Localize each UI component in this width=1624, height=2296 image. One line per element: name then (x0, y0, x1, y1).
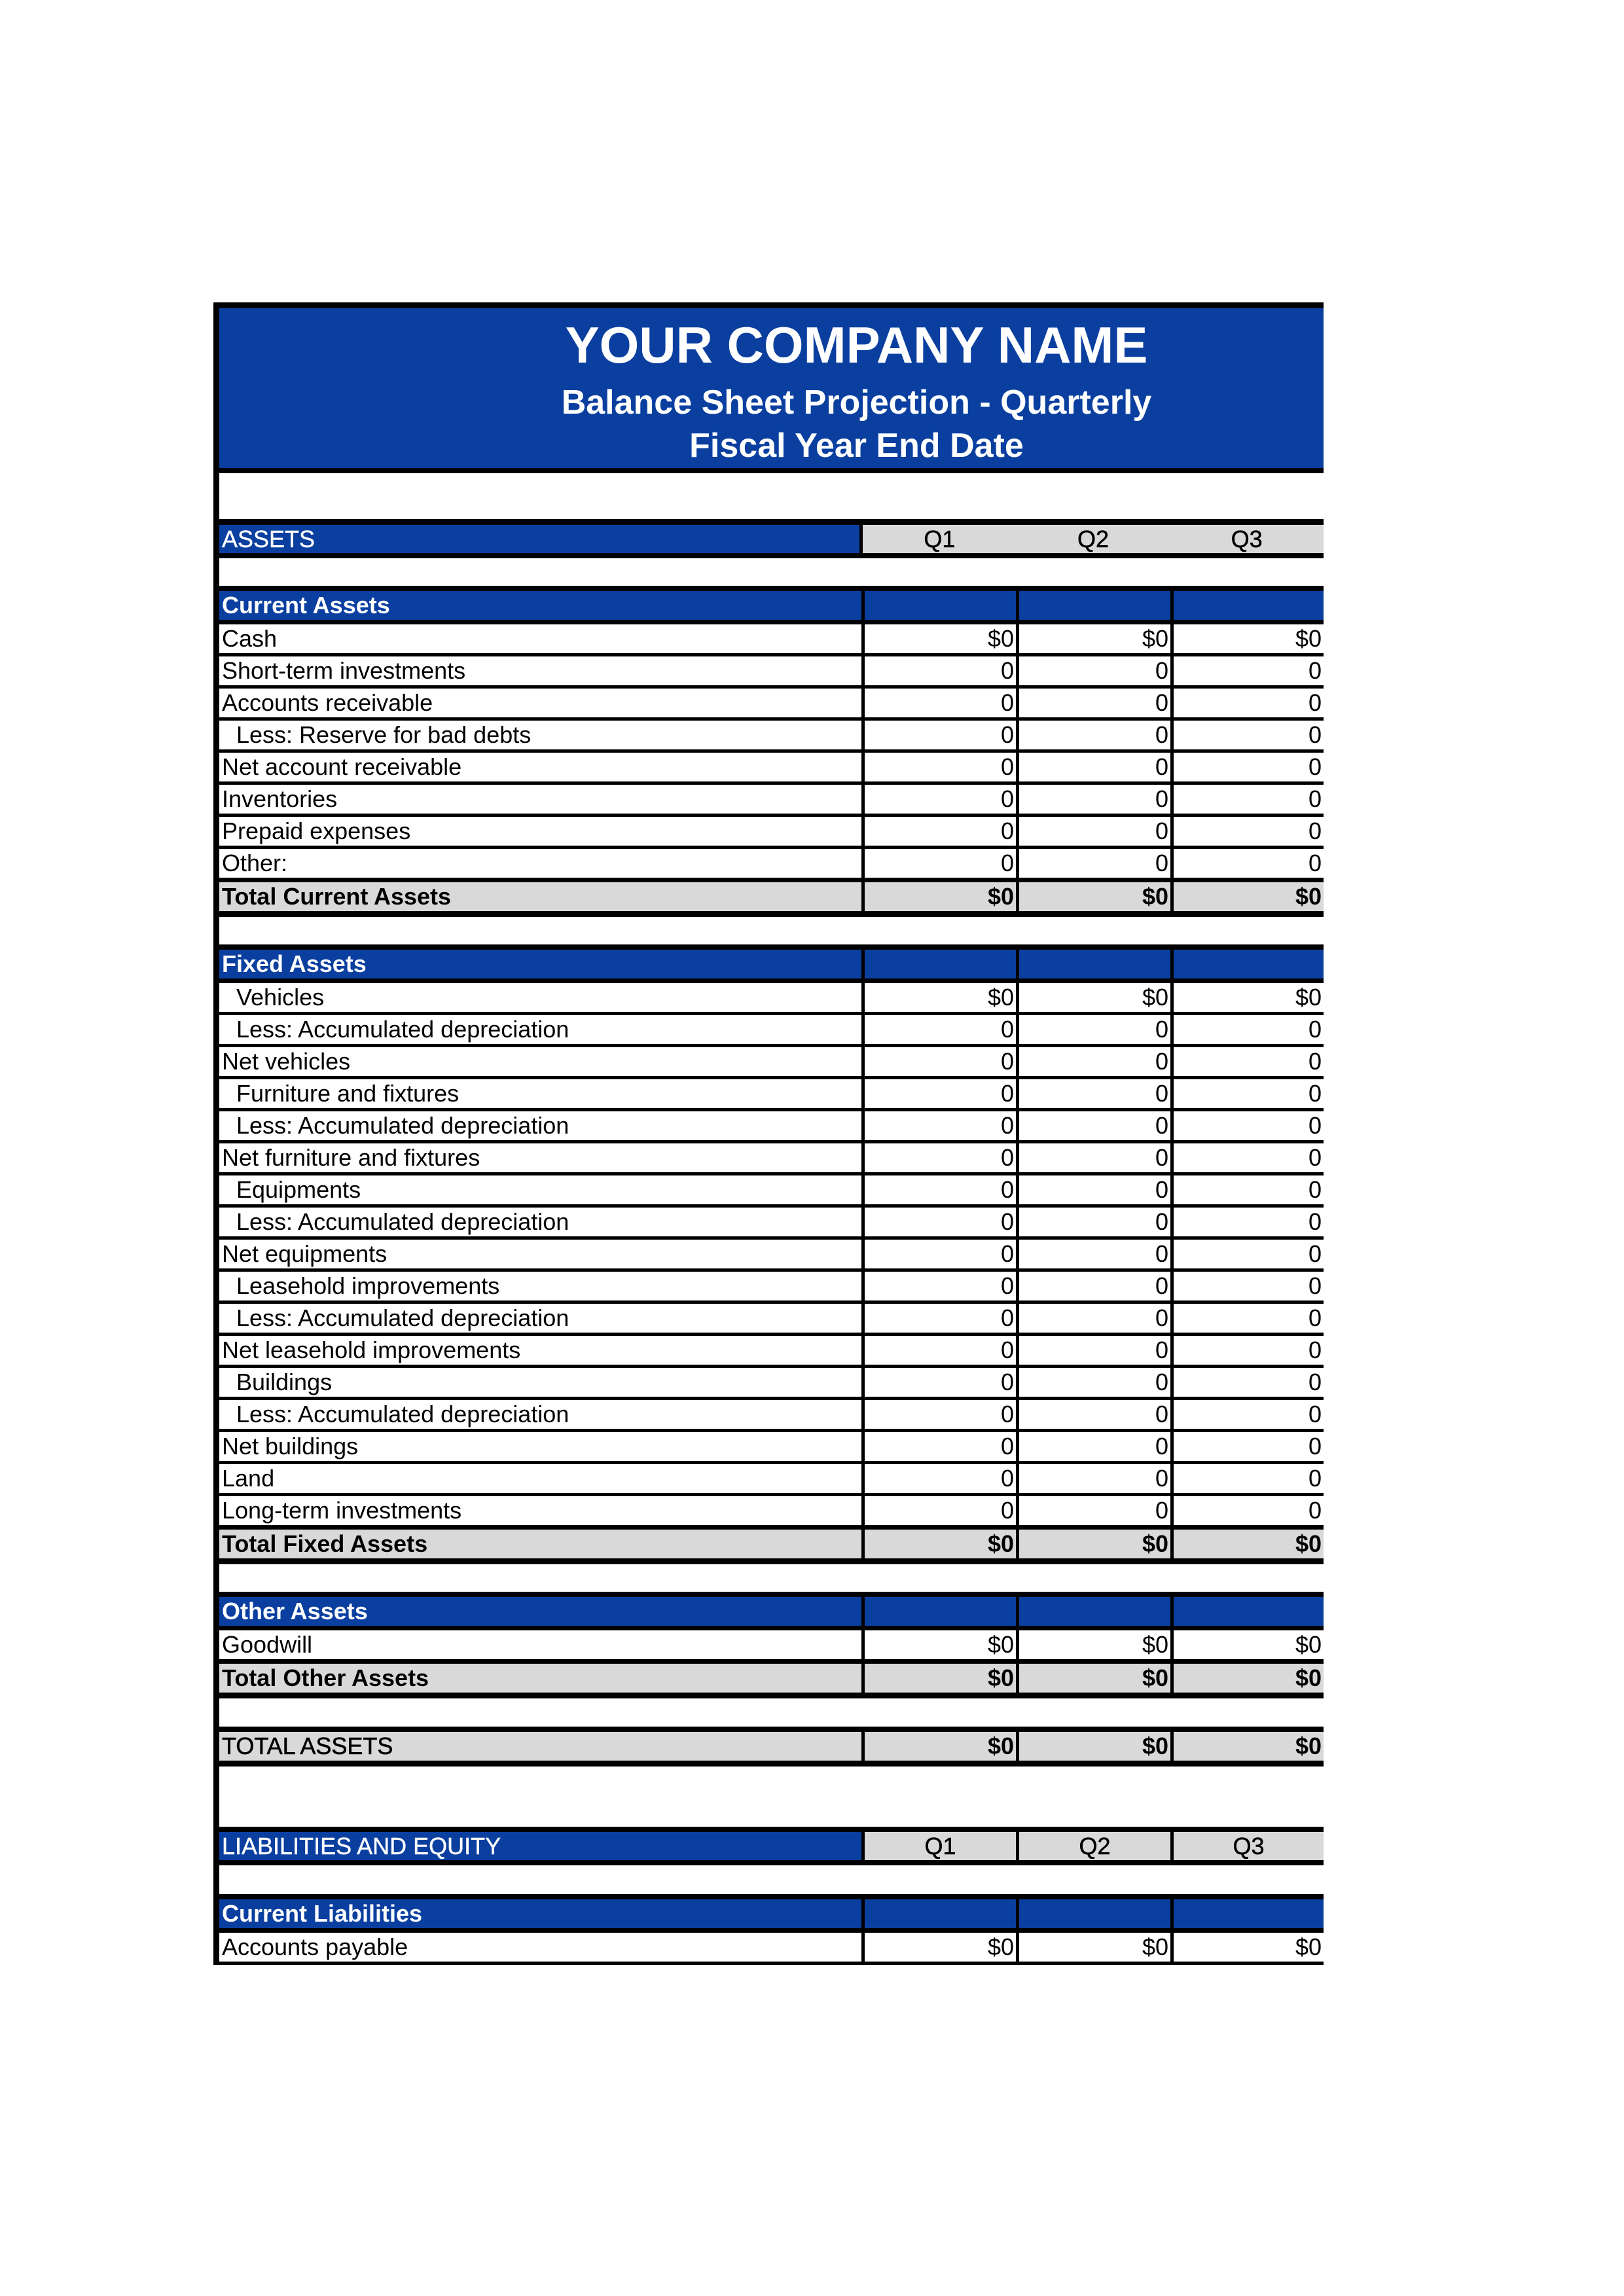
table-row-q3[interactable]: 0 (1174, 1143, 1324, 1172)
title-banner (213, 308, 1324, 468)
company-name[interactable]: YOUR COMPANY NAME (565, 316, 1148, 374)
border (213, 586, 1324, 591)
table-row-q3[interactable]: 0 (1174, 1400, 1324, 1429)
table-row-q3[interactable]: 0 (1174, 1304, 1324, 1333)
table-row-q1[interactable]: 0 (865, 1432, 1016, 1461)
border (213, 468, 1324, 473)
border (213, 878, 1324, 882)
table-row-q2[interactable]: $0 (1019, 983, 1170, 1012)
table-row-q1[interactable]: 0 (865, 1047, 1016, 1076)
column-header-q2: Q2 (1019, 1832, 1170, 1860)
table-row-q3[interactable]: 0 (1174, 1111, 1324, 1140)
assets-title: ASSETS (213, 525, 859, 553)
assets-header-row (213, 525, 1324, 553)
table-row-q2[interactable]: 0 (1019, 1272, 1170, 1300)
spacer (213, 1767, 1324, 1827)
spacer (213, 1865, 1324, 1894)
column-header-q1: Q1 (865, 1832, 1016, 1860)
other-assets-total-row-q3[interactable]: $0 (1174, 1664, 1324, 1693)
table-row-label: Vehicles (213, 983, 861, 1012)
table-row-q3[interactable]: 0 (1174, 785, 1324, 814)
table-row-label: Land (213, 1464, 861, 1493)
table-row-q2[interactable]: 0 (1019, 1304, 1170, 1333)
border (213, 1727, 1324, 1732)
current-liabilities-header-q1 (865, 1899, 1016, 1928)
table-row-q3[interactable]: 0 (1174, 1368, 1324, 1397)
border (213, 1894, 1324, 1899)
table-row (213, 849, 1324, 878)
table-row-label: Accounts receivable (213, 689, 861, 717)
table-row (213, 1143, 1324, 1172)
table-row-label: Less: Accumulated depreciation (213, 1400, 861, 1429)
fixed-assets-total-row-label: Total Fixed Assets (213, 1530, 861, 1558)
table-row (213, 1111, 1324, 1140)
border (213, 519, 1324, 525)
spacer (213, 558, 1324, 586)
table-row-q3[interactable]: 0 (1174, 1336, 1324, 1365)
border (213, 302, 1324, 308)
border (213, 1592, 1324, 1597)
table-row-q2[interactable]: $0 (1019, 1933, 1170, 1962)
table-row-q1[interactable]: $0 (865, 1933, 1016, 1962)
table-row (213, 1208, 1324, 1236)
table-row-q3[interactable]: $0 (1174, 624, 1324, 653)
table-row-q2[interactable]: 0 (1019, 1400, 1170, 1429)
table-row-q1[interactable]: 0 (865, 753, 1016, 781)
table-row-label: Net equipments (213, 1240, 861, 1268)
table-row (213, 656, 1324, 685)
table-row-q3[interactable]: 0 (1174, 1240, 1324, 1268)
table-row-label: Buildings (213, 1368, 861, 1397)
other-assets-header-q1 (865, 1597, 1016, 1626)
table-row (213, 1368, 1324, 1397)
spacer (213, 917, 1324, 944)
table-row-label: Furniture and fixtures (213, 1079, 861, 1108)
table-row-label: Prepaid expenses (213, 817, 861, 846)
table-row-q3[interactable]: 0 (1174, 1047, 1324, 1076)
table-row-label: Net furniture and fixtures (213, 1143, 861, 1172)
table-row-q1[interactable]: 0 (865, 1079, 1016, 1108)
sheet-subtitle: Balance Sheet Projection - Quarterly (561, 384, 1152, 422)
current-assets-header-q2 (1019, 591, 1170, 620)
table-row-q2[interactable]: 0 (1019, 1368, 1170, 1397)
liabilities-title: LIABILITIES AND EQUITY (213, 1832, 861, 1860)
current-assets-total-row-q2[interactable]: $0 (1019, 882, 1170, 911)
table-row-q1[interactable]: 0 (865, 849, 1016, 878)
current-assets-total-row-q1[interactable]: $0 (865, 882, 1016, 911)
fixed-assets-total-row-q3[interactable]: $0 (1174, 1530, 1324, 1558)
table-row (213, 689, 1324, 717)
table-row-label: Inventories (213, 785, 861, 814)
table-row-label: Less: Accumulated depreciation (213, 1208, 861, 1236)
column-header-q3: Q3 (1231, 526, 1263, 552)
table-row-label: Net vehicles (213, 1047, 861, 1076)
quarter-headers (863, 525, 1324, 553)
fixed-assets-section (213, 950, 1324, 1564)
total-assets-q2[interactable]: $0 (1019, 1732, 1170, 1761)
table-row-q2[interactable]: $0 (1019, 1630, 1170, 1659)
table-row (213, 1175, 1324, 1204)
current-assets-total-row (213, 882, 1324, 911)
table-row-q2[interactable]: 0 (1019, 1464, 1170, 1493)
column-header-q3: Q3 (1174, 1832, 1324, 1860)
table-row-label: Less: Accumulated depreciation (213, 1015, 861, 1044)
table-row-label: Other: (213, 849, 861, 878)
table-row-q2[interactable]: 0 (1019, 1208, 1170, 1236)
table-row-q3[interactable]: 0 (1174, 689, 1324, 717)
table-row-q3[interactable]: 0 (1174, 849, 1324, 878)
other-assets-title: Other Assets (213, 1597, 861, 1626)
other-assets-header (213, 1597, 1324, 1626)
table-row-q3[interactable]: 0 (1174, 817, 1324, 846)
column-header-q2: Q2 (1077, 526, 1110, 552)
other-assets-total-row-q1[interactable]: $0 (865, 1664, 1016, 1693)
current-assets-title: Current Assets (213, 591, 861, 620)
table-row-label: Net leasehold improvements (213, 1336, 861, 1365)
table-row (213, 721, 1324, 749)
border (213, 944, 1324, 950)
column-header-q1: Q1 (924, 526, 956, 552)
spacer (213, 473, 1324, 519)
table-row-q3[interactable]: 0 (1174, 1079, 1324, 1108)
table-row (213, 1079, 1324, 1108)
table-row-q2[interactable]: 0 (1019, 1496, 1170, 1525)
current-assets-total-row-label: Total Current Assets (213, 882, 861, 911)
current-assets-total-row-q3[interactable]: $0 (1174, 882, 1324, 911)
table-row-q1[interactable]: 0 (865, 1175, 1016, 1204)
current-assets-header (213, 591, 1324, 620)
table-row (213, 1432, 1324, 1461)
table-row (213, 1336, 1324, 1365)
other-assets-total-row-q2[interactable]: $0 (1019, 1664, 1170, 1693)
border (213, 1860, 1324, 1865)
table-row-q3[interactable]: 0 (1174, 1208, 1324, 1236)
table-row-label: Net account receivable (213, 753, 861, 781)
spacer (213, 1698, 1324, 1727)
fixed-assets-header-q3 (1174, 950, 1324, 978)
border (213, 553, 1324, 558)
border (213, 978, 1324, 983)
table-row-q2[interactable]: 0 (1019, 849, 1170, 878)
other-assets-header-q3 (1174, 1597, 1324, 1626)
liabilities-header-row (213, 1832, 1324, 1860)
table-row-q3[interactable]: 0 (1174, 1175, 1324, 1204)
table-row-q1[interactable]: 0 (865, 817, 1016, 846)
table-row-q1[interactable]: $0 (865, 1630, 1016, 1659)
fixed-assets-total-row (213, 1530, 1324, 1558)
current-liabilities-section (213, 1899, 1324, 1965)
other-assets-section (213, 1597, 1324, 1698)
table-row (213, 1015, 1324, 1044)
table-row-label: Net buildings (213, 1432, 861, 1461)
table-row (213, 1304, 1324, 1333)
fixed-assets-total-row-q1[interactable]: $0 (865, 1530, 1016, 1558)
table-row (213, 624, 1324, 653)
fixed-assets-title: Fixed Assets (213, 950, 861, 978)
total-assets-label: TOTAL ASSETS (213, 1732, 861, 1761)
table-row-q2[interactable]: 0 (1019, 1079, 1170, 1108)
table-row-q1[interactable]: 0 (865, 689, 1016, 717)
border (213, 1761, 1324, 1767)
current-liabilities-header-q3 (1174, 1899, 1324, 1928)
table-row-label: Equipments (213, 1175, 861, 1204)
fiscal-date[interactable]: Fiscal Year End Date (689, 427, 1024, 465)
border (213, 1928, 1324, 1933)
table-row-q3[interactable]: $0 (1174, 983, 1324, 1012)
table-row-q1[interactable]: 0 (865, 1336, 1016, 1365)
table-row-q3[interactable]: 0 (1174, 656, 1324, 685)
table-row-q1[interactable]: 0 (865, 1240, 1016, 1268)
table-row-q1[interactable]: 0 (865, 1400, 1016, 1429)
table-row-q3[interactable]: 0 (1174, 1272, 1324, 1300)
table-row-label: Short-term investments (213, 656, 861, 685)
table-row (213, 1630, 1324, 1659)
border (213, 1693, 1324, 1698)
border (213, 1659, 1324, 1664)
table-row-q3[interactable]: 0 (1174, 1496, 1324, 1525)
current-assets-section (213, 591, 1324, 917)
table-row-q1[interactable]: 0 (865, 1272, 1016, 1300)
table-row-q3[interactable]: 0 (1174, 1432, 1324, 1461)
border (213, 1962, 1324, 1965)
balance-sheet (213, 302, 1324, 1965)
table-row-q2[interactable]: 0 (1019, 721, 1170, 749)
table-row-q2[interactable]: 0 (1019, 1143, 1170, 1172)
table-row-q2[interactable]: 0 (1019, 785, 1170, 814)
table-row-q2[interactable]: 0 (1019, 1015, 1170, 1044)
table-row-label: Long-term investments (213, 1496, 861, 1525)
fixed-assets-header-q2 (1019, 950, 1170, 978)
table-row-q2[interactable]: 0 (1019, 1240, 1170, 1268)
table-row-q1[interactable]: 0 (865, 721, 1016, 749)
table-row-q1[interactable]: 0 (865, 1368, 1016, 1397)
table-row (213, 1464, 1324, 1493)
fixed-assets-header-q1 (865, 950, 1016, 978)
table-row (213, 1400, 1324, 1429)
current-liabilities-header (213, 1899, 1324, 1928)
table-row-label: Less: Reserve for bad debts (213, 721, 861, 749)
table-row-q3[interactable]: 0 (1174, 721, 1324, 749)
table-row-q1[interactable]: 0 (865, 1464, 1016, 1493)
table-row-q1[interactable]: 0 (865, 1111, 1016, 1140)
table-row-label: Goodwill (213, 1630, 861, 1659)
table-row (213, 983, 1324, 1012)
current-assets-header-q1 (865, 591, 1016, 620)
table-row-q3[interactable]: 0 (1174, 1464, 1324, 1493)
border (213, 1626, 1324, 1630)
total-assets-q1[interactable]: $0 (865, 1732, 1016, 1761)
border (213, 620, 1324, 624)
table-row (213, 1496, 1324, 1525)
table-row (213, 1240, 1324, 1268)
table-row-q2[interactable]: 0 (1019, 753, 1170, 781)
table-row-q2[interactable]: $0 (1019, 624, 1170, 653)
total-assets-q3[interactable]: $0 (1174, 1732, 1324, 1761)
other-assets-total-row (213, 1664, 1324, 1693)
table-row-q2[interactable]: 0 (1019, 1175, 1170, 1204)
border (213, 911, 1324, 917)
table-row-q3[interactable]: 0 (1174, 1015, 1324, 1044)
table-row-q2[interactable]: 0 (1019, 656, 1170, 685)
border (213, 1558, 1324, 1564)
other-assets-total-row-label: Total Other Assets (213, 1664, 861, 1693)
table-row-q1[interactable]: 0 (865, 1496, 1016, 1525)
border (213, 1525, 1324, 1530)
current-liabilities-title: Current Liabilities (213, 1899, 861, 1928)
table-row-q2[interactable]: 0 (1019, 817, 1170, 846)
table-row-q1[interactable]: $0 (865, 983, 1016, 1012)
table-row-q1[interactable]: 0 (865, 656, 1016, 685)
fixed-assets-header (213, 950, 1324, 978)
table-row-label: Leasehold improvements (213, 1272, 861, 1300)
table-row-q2[interactable]: 0 (1019, 1111, 1170, 1140)
table-row-q2[interactable]: 0 (1019, 1047, 1170, 1076)
table-row-q1[interactable]: 0 (865, 1304, 1016, 1333)
table-row-q3[interactable]: $0 (1174, 1630, 1324, 1659)
current-liabilities-header-q2 (1019, 1899, 1170, 1928)
table-row (213, 817, 1324, 846)
table-row-label: Less: Accumulated depreciation (213, 1304, 861, 1333)
total-assets-row (213, 1732, 1324, 1761)
table-row (213, 785, 1324, 814)
table-row-label: Cash (213, 624, 861, 653)
table-row-q1[interactable]: 0 (865, 1015, 1016, 1044)
table-row (213, 1272, 1324, 1300)
table-row-q2[interactable]: 0 (1019, 1432, 1170, 1461)
border (213, 1827, 1324, 1832)
table-row-q2[interactable]: 0 (1019, 689, 1170, 717)
spacer (213, 1564, 1324, 1592)
table-row (213, 1047, 1324, 1076)
table-row-q1[interactable]: 0 (865, 1143, 1016, 1172)
table-row-label: Less: Accumulated depreciation (213, 1111, 861, 1140)
table-row-q3[interactable]: $0 (1174, 1933, 1324, 1962)
other-assets-header-q2 (1019, 1597, 1170, 1626)
fixed-assets-total-row-q2[interactable]: $0 (1019, 1530, 1170, 1558)
current-assets-header-q3 (1174, 591, 1324, 620)
table-row (213, 1933, 1324, 1962)
table-row-label: Accounts payable (213, 1933, 861, 1962)
table-row-q1[interactable]: $0 (865, 624, 1016, 653)
table-row-q1[interactable]: 0 (865, 785, 1016, 814)
table-row (213, 753, 1324, 781)
table-row-q3[interactable]: 0 (1174, 753, 1324, 781)
table-row-q1[interactable]: 0 (865, 1208, 1016, 1236)
table-row-q2[interactable]: 0 (1019, 1336, 1170, 1365)
